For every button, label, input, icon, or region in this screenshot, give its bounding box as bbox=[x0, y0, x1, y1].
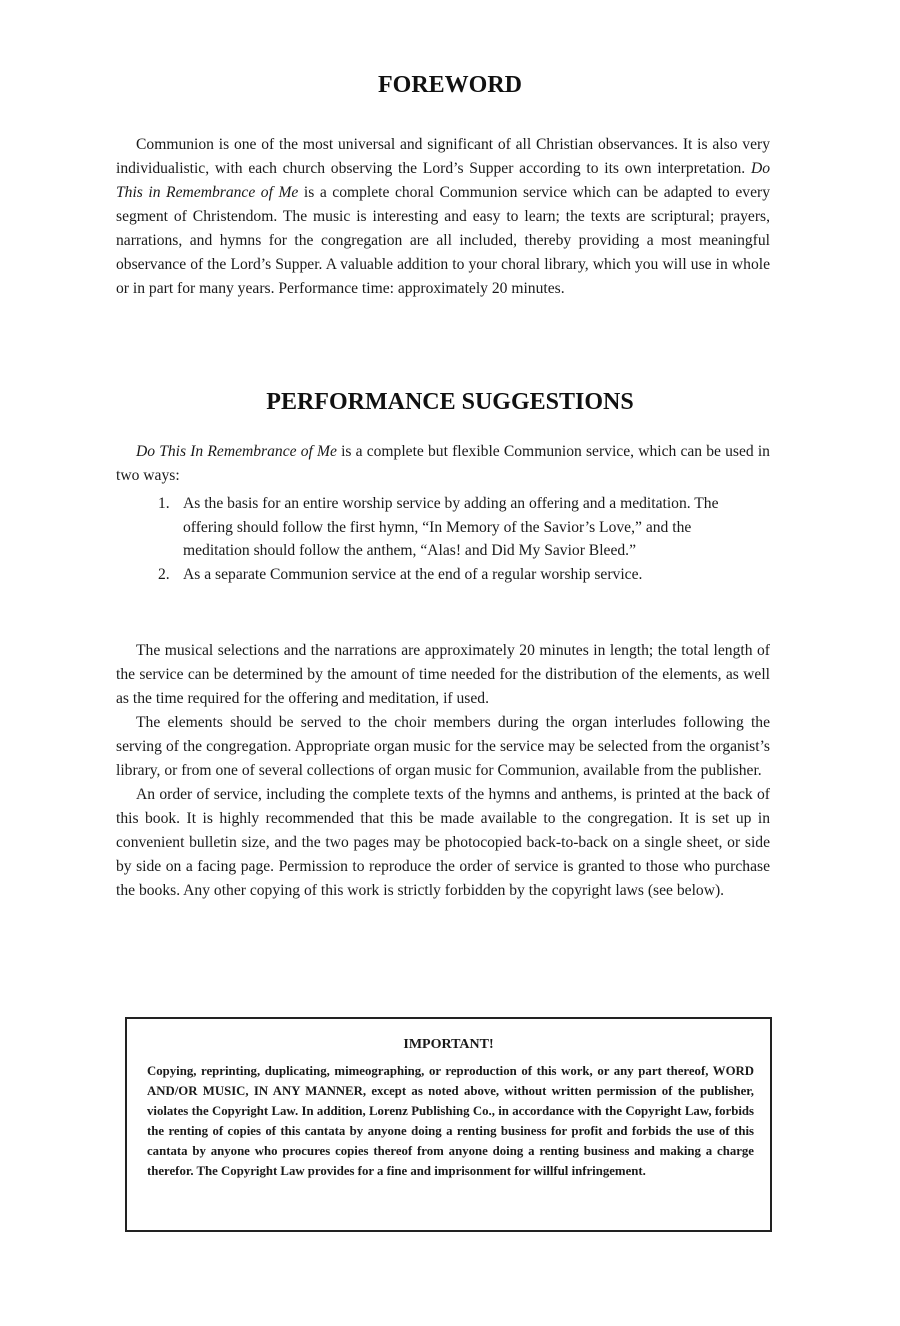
copyright-notice-box bbox=[125, 1017, 772, 1232]
list-item bbox=[116, 492, 728, 563]
notice-title: IMPORTANT! bbox=[403, 1037, 494, 1052]
foreword-text-1: Communion is one of the most universal and significant of all Christian observances. It is also very individualistic, with each church observing the Lord’s Supper according to its own interpretation. bbox=[116, 136, 770, 177]
list-item-number: 1. bbox=[158, 495, 170, 512]
paragraph-elements: The elements should be served to the choir members during the organ interludes following the serving of the congregation. Appropriate organ music for the service may be selected from the organist’s library, or from one of several collections of organ music for Communion, available from the publisher. bbox=[116, 714, 770, 779]
intro-text: is a complete but flexible Communion service, which can be used in two ways: bbox=[116, 443, 770, 484]
suggestions-list bbox=[116, 492, 728, 586]
work-title-italic: Do This in Remembrance of Me bbox=[116, 160, 770, 201]
foreword-text-2: is a complete choral Communion service which can be adapted to every segment of Christendom. The music is interesting and easy to learn; the texts are scriptural; prayers, narrations, and hymns for the congregation are all included, thereby providing a most meaningful observance of the Lord’s Supper. A valuable addition to your choral library, which you will use in whole or in part for many years. Performance time: approximately 20 minutes. bbox=[116, 184, 771, 297]
performance-intro-paragraph bbox=[116, 440, 770, 488]
list-item-number: 2. bbox=[158, 565, 170, 583]
notice-text: Copying, reprinting, duplicating, mimeographing, or reproduction of this work, or any part thereof, WORD AND/OR MUSIC, IN ANY MANNER, except as noted above, without written permission of the publisher, violates the Copyright Law. In addition, Lorenz Publishing Co., in accordance with the Copyright Law, forbids the renting of copies of this cantata by anyone doing a renting business for profit and forbids the use of this cantata by anyone who procures copies thereof from anyone doing a renting business and making a charge therefor. The Copyright Law provides for a fine and imprisonment for willful infringement. bbox=[147, 1064, 754, 1178]
foreword-paragraph bbox=[116, 133, 770, 301]
foreword-section bbox=[116, 133, 770, 301]
paragraph-length: The musical selections and the narrations are approximately 20 minutes in length; the total length of the service can be determined by the amount of time needed for the distribution of the elements, as well as the time required for the offering and meditation, if used. bbox=[116, 642, 770, 707]
performance-suggestions-heading: PERFORMANCE SUGGESTIONS bbox=[266, 389, 634, 415]
performance-intro bbox=[116, 440, 770, 488]
intro-work-title-italic: Do This In Remembrance of Me bbox=[136, 443, 337, 460]
paragraph-order-of-service: An order of service, including the complete texts of the hymns and anthems, is printed at the back of this book. It is highly recommended that this be made available to the congregation. It is set up in convenient bulletin size, and the two pages may be photocopied back-to-back on a single sheet, or side by side on a facing page. Permission to reproduce the order of service is granted to those who purchase the books. Any other copying of this work is strictly forbidden by the copyright laws (see below). bbox=[116, 786, 770, 899]
list-item-text: As the basis for an entire worship service by adding an offering and a meditation. The offering should follow the first hymn, “In Memory of the Savior’s Love,” and the meditation should follow the anthem, “Alas! and Did My Savior Bleed.” bbox=[183, 495, 719, 559]
list-item bbox=[116, 563, 728, 587]
list-item-text: As a separate Communion service at the end of a regular worship service. bbox=[183, 565, 643, 583]
performance-body bbox=[116, 639, 770, 903]
foreword-heading: FOREWORD bbox=[378, 72, 522, 98]
